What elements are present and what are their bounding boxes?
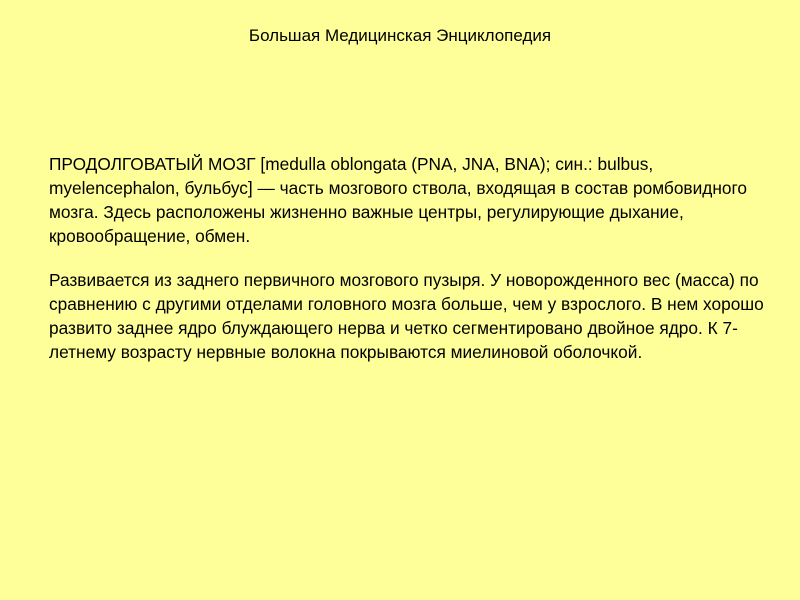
page-title: Большая Медицинская Энциклопедия (248, 26, 552, 45)
development-paragraph: Развивается из заднего первичного мозгового пузыря. У новорожденного вес (масса) по сравнению с другими отделами головного мозга больше, чем у взрослого. В нем хорошо развито заднее ядро блуждающего нерва и четко сегментировано двойное ядро. К 7-летнему возрасту нервные волокна покрываются миелиновой оболочкой. (49, 270, 764, 362)
definition-paragraph: ПРОДОЛГОВАТЫЙ МОЗГ [medulla oblongata (PNA, JNA, BNA); син.: bulbus, myelencephalon, бульбус] — часть мозгового ствола, входящая в состав ромбовидного мозга. Здесь расположены жизненно важные центры, регулирующие дыхание, кровообращение, обмен. (49, 154, 748, 246)
slide-body (49, 152, 779, 364)
